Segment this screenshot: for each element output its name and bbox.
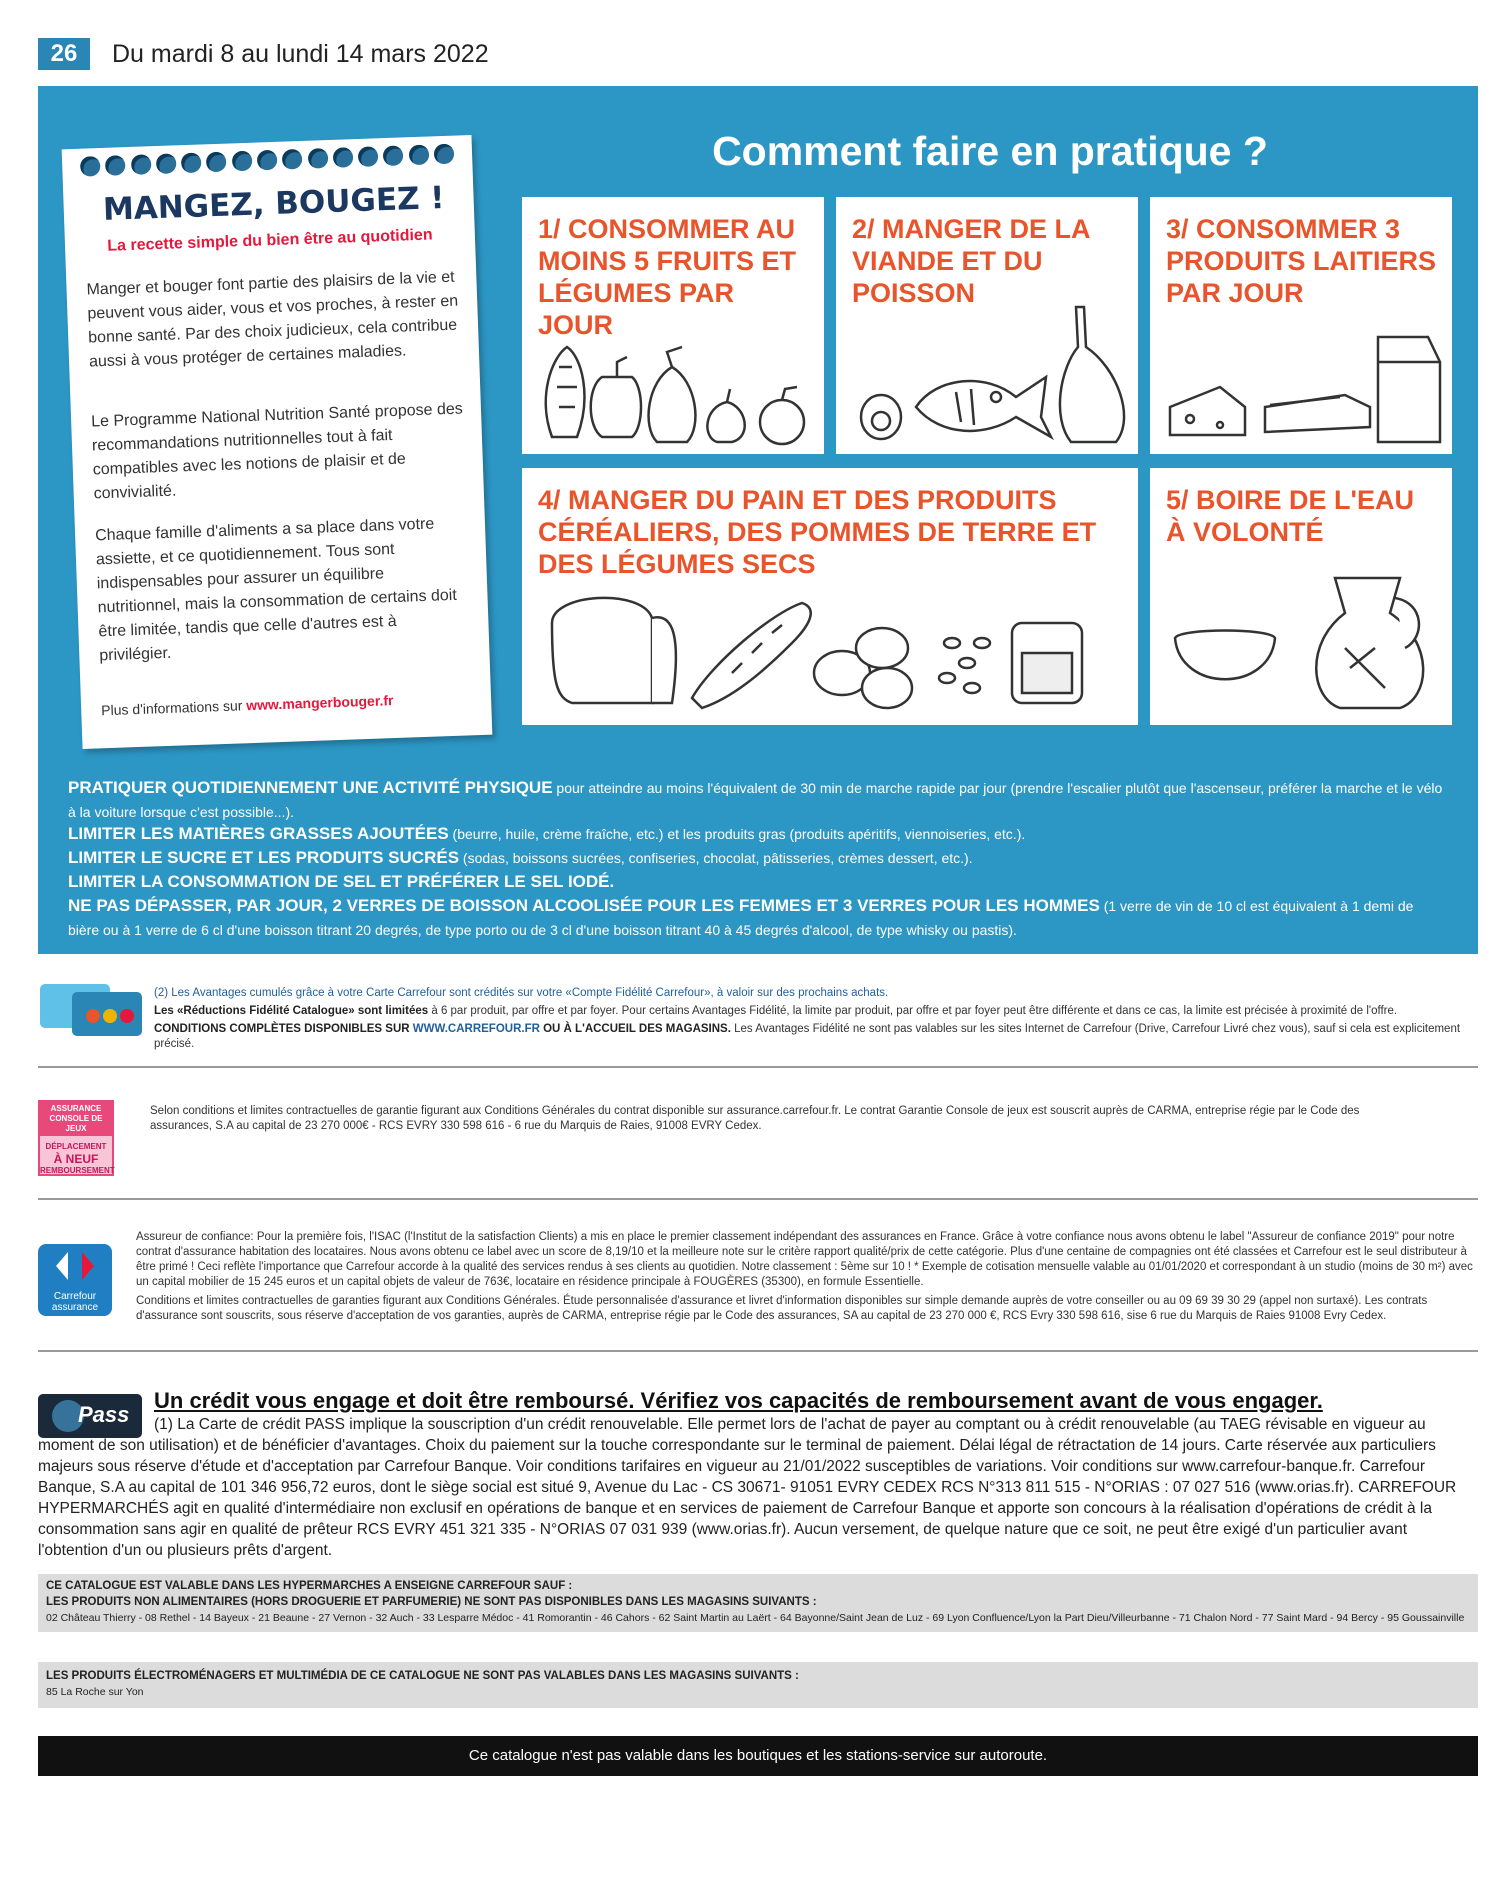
note-paragraph: Manger et bouger font partie des plaisirs de la vie et peuvent vous aider, vous et vos proches, à rester en bonne santé. Par des choix judicieux, cela contribue aussi à vous protéger de certaines maladies. [86,268,459,371]
credit-warning-headline: Un crédit vous engage et doit être remboursé. Vérifiez vos capacités de remboursement avant de vous engager. [154,1388,1323,1413]
practice-bold: PRATIQUER QUOTIDIENNEMENT UNE ACTIVITÉ PHYSIQUE [68,778,553,797]
fidelity-text: Les Avantages Fidélité ne sont pas valables sur les sites Internet de Carrefour (Drive, Carrefour Livré chez vous), sauf si cela est explicitement précisé. [154,1023,1461,1050]
tip-bread-cereals [522,468,1138,725]
practice-text: (sodas, boissons sucrées, confiseries, chocolat, pâtisseries, crèmes dessert, etc.). [459,850,973,866]
note-more-info [101,692,394,718]
practice-bold: LIMITER LA CONSOMMATION DE SEL ET PRÉFÉRER LE SEL IODÉ. [68,872,615,891]
water-jug-glass-icon [1160,558,1445,718]
carrefour-logo-icon [38,1244,112,1286]
pass-label: Pass [78,1402,130,1427]
dairy-products-icon [1160,307,1445,447]
insurance-p2: Conditions et limites contractuelles de garanties figurant aux Conditions Générales. Étude personnalisée d'assurance et livret d'information disponibles sur simple demande auprès de votre conseiller ou au 09 69 39 30 29 (appel non surtaxé). Les contrats d'assurance sont souscrits, sous réserve d'acceptation de vos garanties, auprès de CARMA, entreprise régie par le Code des assurances, SA au capital de 23 270 000 €, RCS Evry 330 598 616, sise 6 rue du Marquis de Raies 91008 Evry Cedex. [136,1295,1428,1322]
badge-neuf: À NEUF [53,1152,99,1166]
practice-bold: LIMITER LES MATIÈRES GRASSES AJOUTÉES [68,824,449,843]
tip-title: 2/ MANGER DE LA VIANDE ET DU POISSON [852,214,1090,308]
divider [38,1198,1478,1200]
fidelity-line2 [154,1004,1474,1019]
tip-title: 3/ CONSOMMER 3 PRODUITS LAITIERS PAR JOUR [1166,214,1437,308]
badge-bottom: REMBOURSEMENT [40,1166,115,1175]
note-card [62,135,493,749]
validity-box [38,1574,1478,1632]
bread-potatoes-legumes-icon [542,583,1122,713]
meat-fish-egg-icon [846,297,1131,447]
fidelity-line1 [154,986,1474,1001]
electronics-excluded-store: 85 La Roche sur Yon [46,1686,144,1698]
carrefour-assurance-label: Carrefour assurance [51,1291,99,1313]
insurance-p1: Assureur de confiance: Pour la première fois, l'ISAC (l'Institut de la satisfaction Clients) a mis en place le premier classement indépendant des assurances en France. Grâce à votre confiance nous avons obtenu le label "Assureur de confiance 2019" pour notre contrat d'assurance habitation des locataires. Nous avons obtenu ce label avec un score de 8,19/10 et la meilleure note sur le critère rapport qualité/prix de cette catégorie. Plus d'une centaine de compagnies ont été classées et Carrefour est le seul distributeur à être primé ! Ceci reflète l'importance que Carrefour accorde à la qualité des services rendus à ses clients au quotidien. Notre classement : 5ème sur 10 ! * Exemple de cotisation mensuelle valable au 01/01/2020 et correspondant à un studio (moins de 30 m²) avec un capital mobilier de 15 245 euros et un capital objets de valeur de 763€, locataire en résidence principale à FOUGÈRES (35300), en formule Essentielle. [136,1231,1473,1288]
page-number: 26 [38,38,90,70]
tip-title: 1/ CONSOMMER AU MOINS 5 FRUITS ET LÉGUMES PAR JOUR [538,214,797,340]
badge-top: ASSURANCE CONSOLE DE JEUX [40,1102,112,1136]
fidelity-text: à 6 par produit, par offre et par foyer. Pour certains Avantages Fidélité, la limite par produit, par offre et par foyer peut être différente et dans ce cas, la limite est précisée à proximité de l'offre. [428,1005,1398,1017]
tip-title: 5/ BOIRE DE L'EAU À VOLONTÉ [1166,485,1414,547]
tip-fruits-vegetables [522,197,824,454]
carrefour-cards-icon [38,980,146,1038]
mangerbouger-link[interactable]: www.mangerbouger.fr [245,692,394,714]
guarantee-text: Selon conditions et limites contractuelles de garantie figurant aux Conditions Générales du contrat disponible sur assurance.carrefour.fr. Le contrat Garantie Console de jeux est souscrit auprès de CARMA, entreprise régie par le Code des assurances, S.A au capital de 23 270 000€ - RCS EVRY 330 598 616 - 6 rue du Marquis de Raies, 91008 EVRY Cedex. [150,1105,1360,1132]
excluded-stores: 02 Château Thierry - 08 Rethel - 14 Bayeux - 21 Beaune - 27 Vernon - 32 Auch - 33 Lesparre Médoc - 41 Romorantin - 46 Cahors - 62 Saint Martin au Laërt - 64 Bayonne/Saint Jean de Luz - 69 Lyon Confluence/Lyon la Part Dieu/Villeurbanne - 71 Chalon Nord - 77 Saint Mard - 94 Bercy - 95 Goussainville [46,1612,1465,1624]
badge-mid: DÉPLACEMENT [45,1142,107,1151]
divider [38,1066,1478,1068]
fidelity-bold: Les «Réductions Fidélité Catalogue» sont limitées [154,1005,429,1017]
validity-heading: CE CATALOGUE EST VALABLE DANS LES HYPERMARCHES A ENSEIGNE CARREFOUR SAUF : [46,1580,573,1592]
practice-alcohol [68,894,1448,942]
carrefour-site-link[interactable]: WWW.CARREFOUR.FR [412,1023,540,1035]
tip-water [1150,468,1452,725]
notebook-rings-icon [80,144,455,181]
fidelity-bold: CONDITIONS COMPLÈTES DISPONIBLES SUR [154,1023,410,1035]
note-paragraph: Chaque famille d'aliments a sa place dans votre assiette, et ce quotidiennement. Tous sont indispensables pour assurer un équilibre nutritionnel, mais la consommation de certains doit être limitée, tandis que celle d'autres est à privilégier. [94,515,458,665]
practice-salt [68,870,1448,894]
fruits-vegetables-icon [532,327,817,447]
practice-bold: NE PAS DÉPASSER, PAR JOUR, 2 VERRES DE BOISSON ALCOOLISÉE POUR LES FEMMES ET 3 VERRES POUR LES HOMMES [68,896,1100,915]
tip-title: 4/ MANGER DU PAIN ET DES PRODUITS CÉRÉALIERS, DES POMMES DE TERRE ET DES LÉGUMES SECS [538,485,1097,579]
practice-text: (1 verre de vin de 10 cl est équivalent à 1 demi de bière ou à 1 verre de 6 cl d'une boisson titrant 20 degrés, de type porto ou de 3 cl d'une boisson titrant 40 à 45 degrés d'alcool, de type whisky ou pastis). [68,898,1414,938]
validity-subheading: LES PRODUITS NON ALIMENTAIRES (HORS DROGUERIE ET PARFUMERIE) NE SONT PAS DISPONIBLES DANS LES MAGASINS SUIVANTS : [46,1596,817,1608]
practice-sugar [68,846,1448,870]
tip-meat-fish [836,197,1138,454]
panel-title: Comment faire en pratique ? [712,128,1268,174]
catalogue-footer-bar: Ce catalogue n'est pas valable dans les boutiques et les stations-service sur autoroute. [38,1736,1478,1776]
practice-bold: LIMITER LE SUCRE ET LES PRODUITS SUCRÉS [68,848,460,867]
electronics-validity-box [38,1662,1478,1708]
electronics-heading: LES PRODUITS ÉLECTROMÉNAGERS ET MULTIMÉDIA DE CE CATALOGUE NE SONT PAS VALABLES DANS LES MAGASINS SUIVANTS : [46,1670,799,1682]
practice-fats [68,822,1448,846]
carrefour-assurance-logo [38,1244,112,1316]
note-subtitle: La recette simple du bien être au quotidien [107,226,433,255]
date-range: Du mardi 8 au lundi 14 mars 2022 [112,40,489,68]
fidelity-note: (2) Les Avantages cumulés grâce à votre Carte Carrefour sont crédités sur votre «Compte Fidélité Carrefour», à valoir sur des prochains achats. [154,987,889,999]
tip-dairy [1150,197,1452,454]
credit-legal-text: (1) La Carte de crédit PASS implique la souscription d'un crédit renouvelable. Elle permet lors de l'achat de payer au comptant ou à crédit renouvelable (au TAEG révisable en vigueur au moment de son utilisation) et de bénéficier d'avantages. Choix du paiement sur la touche correspondante sur le terminal de paiement. Délai légal de rétractation de 14 jours. Carte réservée aux particuliers majeurs sous réserve d'étude et d'acceptation par Carrefour Banque. Voir conditions tarifaires en vigueur au 21/01/2022 susceptibles de variations. Voir conditions sur www.carrefour-banque.fr. Carrefour Banque, S.A au capital de 101 346 956,72 euros, dont le siège social est situé 9, Avenue du Lac - CS 30671- 91051 EVRY CEDEX RCS N°313 811 515 - N°ORIAS : 07 027 516 (www.orias.fr). CARREFOUR HYPERMARCHÉS agit en qualité d'intermédiaire non exclusif en opérations de banque et en services de paiement de Carrefour Banque et apporte son concours à la réalisation d'opérations de crédit à la consommation sans agir en qualité de prêteur RCS EVRY 451 321 335 - N°ORIAS 07 031 939 (www.orias.fr). Aucun versement, de quelque nature que ce soit, ne peut être exigé d'un particulier avant l'obtention d'un ou plusieurs prêts d'argent. [38,1416,1457,1559]
fidelity-bold: OU À L'ACCUEIL DES MAGASINS. [543,1023,731,1035]
practice-text: (beurre, huile, crème fraîche, etc.) et les produits gras (produits apéritifs, viennoiseries, etc.). [448,826,1026,842]
practice-physical-activity [68,776,1448,824]
console-insurance-badge [38,1100,114,1176]
fidelity-line3 [154,1022,1474,1052]
practice-text: pour atteindre au moins l'équivalent de 30 min de marche rapide par jour (prendre l'escalier plutôt que l'ascenseur, préférer la marche et le vélo à la voiture lorsque c'est possible...). [68,780,1443,820]
note-title: MANGEZ, BOUGEZ ! [102,180,446,228]
more-info-label: Plus d'informations sur [100,697,243,719]
note-paragraph: Le Programme National Nutrition Santé propose des recommandations nutritionnelles tout à fait compatibles avec les notions de plaisir et de convivialité. [90,400,464,503]
divider [38,1350,1478,1352]
